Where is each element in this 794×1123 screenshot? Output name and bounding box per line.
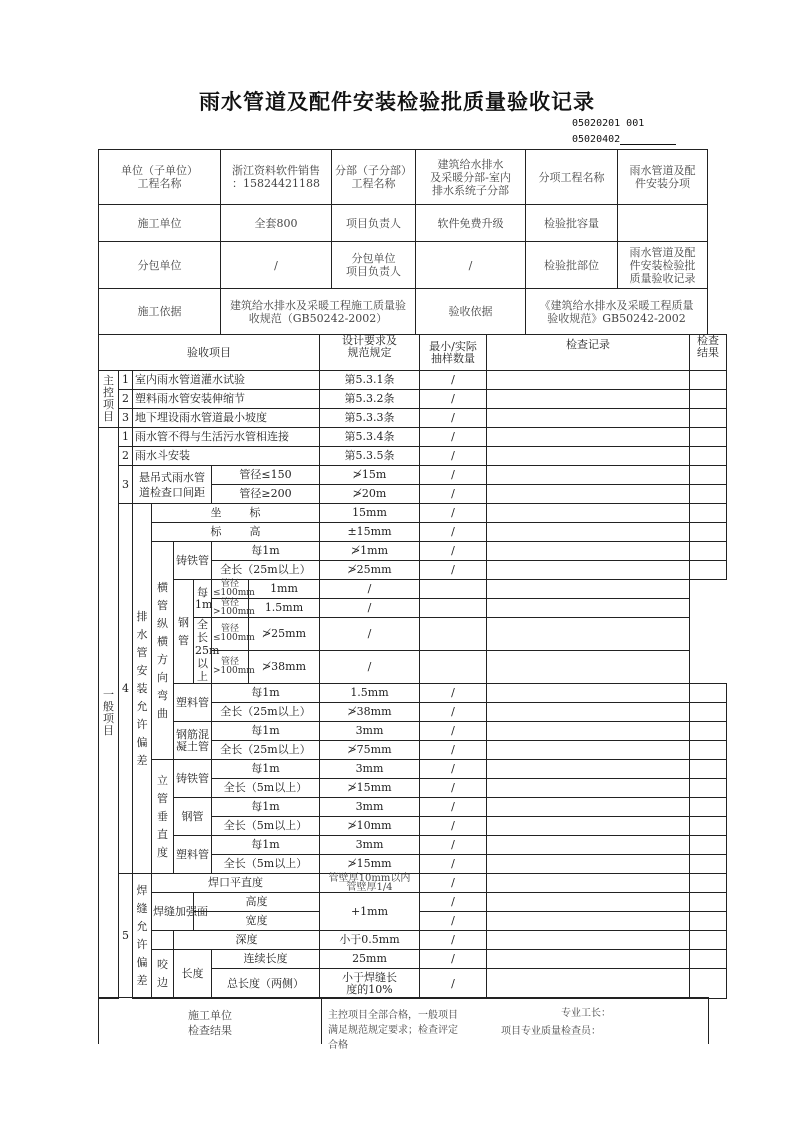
v-steel-per-m-design: 3mm	[320, 798, 420, 817]
castiron-full-sample: /	[420, 561, 487, 580]
weld-reinforce-design: +1mm	[320, 893, 420, 931]
main-item-3: 地下埋设雨水管道最小坡度	[133, 409, 320, 428]
elev-sample: /	[420, 523, 487, 542]
foreman-signature: 专业工长：	[561, 1008, 611, 1019]
v-castiron-full: 全长（5m以上）	[212, 779, 320, 798]
steel-full-big-sample: /	[320, 651, 420, 684]
pipe-le150-design: ≯15m	[320, 466, 420, 485]
main-design-3: 第5.3.3条	[320, 409, 420, 428]
coord-design: 15mm	[320, 504, 420, 523]
v-castiron-per-m: 每1m	[212, 760, 320, 779]
v-steel-full-design: ≯10mm	[320, 817, 420, 836]
signoff-label: 施工单位 检查结果	[188, 1009, 232, 1037]
weld-depth-sample: /	[420, 931, 487, 950]
v-castiron-per-m-sample: /	[420, 760, 487, 779]
castiron-label: 铸铁管	[174, 542, 212, 580]
pipe-ge200: 管径≥200	[212, 485, 320, 504]
gen-item-2: 雨水斗安装	[133, 447, 320, 466]
v-steel-per-m-sample: /	[420, 798, 487, 817]
sub-pm-label: 分包单位 项目负责人	[332, 242, 416, 289]
weld-tolerance-label: 焊缝允许偏差	[133, 874, 152, 999]
weld-depth-design: 小于0.5mm	[320, 931, 420, 950]
steel-per-m-small: 管径 ≤100mm	[213, 579, 255, 598]
main-item-2: 塑料雨水管安装伸缩节	[133, 390, 320, 409]
weld-cont: 连续长度	[212, 950, 320, 969]
signoff-conclusion: 主控项目全部合格，一般项目 满足规范规定要求；检查评定 合格	[328, 1010, 458, 1051]
location-label: 检验批部位	[526, 242, 618, 289]
division-value: 建筑给水排水 及采暖分部-室内 排水系统子分部	[416, 150, 526, 205]
v-plastic-per-m-design: 3mm	[320, 836, 420, 855]
v-plastic-per-m-sample: /	[420, 836, 487, 855]
castiron-per-m: 每1m	[212, 542, 320, 561]
signoff-divider	[321, 998, 322, 1044]
pipe-ge200-sample: /	[420, 485, 487, 504]
concrete-per-m-sample: /	[420, 722, 487, 741]
pipe-le150-sample: /	[420, 466, 487, 485]
inspection-table	[98, 334, 727, 999]
pipe-ge200-design: ≯20m	[320, 485, 420, 504]
steel-per-m-small-design: 1mm	[249, 580, 320, 599]
bite-label: 咬边	[152, 950, 174, 999]
steel-per-m-small-sample: /	[320, 580, 420, 599]
main-item-1: 室内雨水管道灌水试验	[133, 371, 320, 390]
row-num: 1	[119, 428, 133, 447]
weld-total-sample: /	[420, 969, 487, 999]
weld-spacer	[152, 931, 174, 950]
v-steel-per-m: 每1m	[212, 798, 320, 817]
castiron-per-m-design: ≯1mm	[320, 542, 420, 561]
v-castiron-full-sample: /	[420, 779, 487, 798]
col-result: 检查 结果	[690, 335, 727, 371]
weld-total-design: 小于焊缝长 度的10%	[320, 969, 420, 999]
v-plastic-full: 全长（5m以上）	[212, 855, 320, 874]
gen-sample-2: /	[420, 447, 487, 466]
gen-design-2: 第5.3.5条	[320, 447, 420, 466]
gen-sample-1: /	[420, 428, 487, 447]
row-num: 1	[119, 371, 133, 390]
contractor-value: 全套800	[221, 205, 332, 242]
concrete-label: 钢筋混 凝土管	[174, 722, 212, 760]
coord-sample: /	[420, 504, 487, 523]
subitem-label: 分项工程名称	[526, 150, 618, 205]
steel-full-small-sample: /	[320, 618, 420, 651]
row-num: 2	[119, 390, 133, 409]
steel-per-m-big-design: 1.5mm	[249, 599, 320, 618]
plastic-full-design: ≯38mm	[320, 703, 420, 722]
weld-depth: 深度	[174, 931, 320, 950]
main-sample-3: /	[420, 409, 487, 428]
steel-full: 全长 25m 以上	[195, 618, 220, 683]
main-design-2: 第5.3.2条	[320, 390, 420, 409]
location-value: 雨水管道及配 件安装检验批 质量验收记录	[618, 242, 708, 289]
v-plastic-full-design: ≯15mm	[320, 855, 420, 874]
steel-full-small-design: ≯25mm	[249, 618, 320, 651]
drain-tolerance-label: 排水管安装允许偏差	[133, 504, 152, 874]
main-design-1: 第5.3.1条	[320, 371, 420, 390]
v-steel-full: 全长（5m以上）	[212, 817, 320, 836]
col-item: 验收项目	[99, 335, 320, 371]
main-sample-2: /	[420, 390, 487, 409]
concrete-per-m: 每1m	[212, 722, 320, 741]
weld-flat: 焊口平直度	[152, 874, 320, 893]
gen-design-1: 第5.3.4条	[320, 428, 420, 447]
steel-full-big-design: ≯38mm	[249, 651, 320, 684]
weld-flat-design: 管壁厚10mm以内 管壁厚1/4	[320, 874, 420, 893]
horizontal-bend-label: 横管纵横方向弯曲	[152, 542, 174, 760]
sub-pm-value: /	[416, 242, 526, 289]
capacity-value	[618, 205, 708, 242]
castiron-per-m-sample: /	[420, 542, 487, 561]
steel-per-m: 每1m	[194, 580, 212, 618]
hanging-pipe-label: 悬吊式雨水管 道检查口间距	[133, 466, 212, 504]
v-steel-full-sample: /	[420, 817, 487, 836]
main-control-label: 主控项目	[99, 371, 119, 428]
unit-name-label: 单位（子单位） 工程名称	[99, 150, 221, 205]
weld-height-sample: /	[420, 893, 487, 912]
row-num: 4	[119, 504, 133, 874]
pipe-le150: 管径≤150	[212, 466, 320, 485]
v-plastic-full-sample: /	[420, 855, 487, 874]
capacity-label: 检验批容量	[526, 205, 618, 242]
pm-value: 软件免费升级	[416, 205, 526, 242]
pm-label: 项目负责人	[332, 205, 416, 242]
form-code: 05020201 001	[572, 118, 645, 129]
weld-cont-design: 25mm	[320, 950, 420, 969]
subitem-value: 雨水管道及配 件安装分项	[618, 150, 708, 205]
steel-full-big: 管径 >100mm	[212, 651, 249, 684]
main-sample-1: /	[420, 371, 487, 390]
vertical-label: 立管垂直度	[152, 760, 174, 874]
basis-label: 施工依据	[99, 289, 221, 335]
length-label: 长度	[174, 950, 212, 999]
row-num: 3	[119, 409, 133, 428]
row-num: 2	[119, 447, 133, 466]
weld-total: 总长度（两侧）	[212, 969, 320, 999]
plastic-label: 塑料管	[174, 684, 212, 722]
weld-height: 高度	[194, 893, 320, 912]
signoff-section	[98, 997, 709, 1051]
contractor-label: 施工单位	[99, 205, 221, 242]
plastic-per-m: 每1m	[212, 684, 320, 703]
qc-inspector-signature: 项目专业质量检查员：	[501, 1026, 601, 1037]
batch-code: 05020402	[572, 134, 676, 145]
plastic-full: 全长（25m以上）	[212, 703, 320, 722]
steel-per-m-big-sample: /	[320, 599, 420, 618]
plastic-full-sample: /	[420, 703, 487, 722]
weld-width: 宽度	[194, 912, 320, 931]
elev-label: 标 高	[152, 523, 320, 542]
v-castiron-per-m-design: 3mm	[320, 760, 420, 779]
division-label: 分部（子分部） 工程名称	[332, 150, 416, 205]
coord-label: 坐 标	[152, 504, 320, 523]
col-design: 设计要求及 规范规定	[320, 335, 420, 371]
concrete-per-m-design: 3mm	[320, 722, 420, 741]
general-items-label: 一般项目	[99, 428, 119, 999]
plastic-per-m-design: 1.5mm	[320, 684, 420, 703]
unit-name-value: 浙江资料软件销售 ：15824421188	[221, 150, 332, 205]
basis-value: 建筑给水排水及采暖工程施工质量验 收规范（GB50242-2002）	[221, 289, 416, 335]
weld-reinforce: 焊缝加强面	[152, 893, 194, 931]
v-steel-label: 钢管	[174, 798, 212, 836]
steel-full-small: 管径 ≤100mm	[212, 618, 249, 651]
v-plastic-per-m: 每1m	[212, 836, 320, 855]
row-num: 3	[119, 466, 133, 504]
v-castiron-label: 铸铁管	[174, 760, 212, 798]
gen-item-1: 雨水管不得与生活污水管相连接	[133, 428, 320, 447]
steel-label: 钢管	[174, 580, 194, 684]
weld-flat-sample: /	[420, 874, 487, 893]
row-num: 5	[119, 874, 133, 999]
subcontractor-value: /	[221, 242, 332, 289]
concrete-full-sample: /	[420, 741, 487, 760]
plastic-per-m-sample: /	[420, 684, 487, 703]
steel-per-m-big: 管径 >100mm	[213, 598, 255, 617]
v-plastic-label: 塑料管	[174, 836, 212, 874]
col-sample: 最小/实际 抽样数量	[420, 335, 487, 371]
acceptance-basis-value: 《建筑给水排水及采暖工程质量 验收规范》GB50242-2002	[526, 289, 708, 335]
elev-design: ±15mm	[320, 523, 420, 542]
page-title: 雨水管道及配件安装检验批质量验收记录	[199, 89, 595, 114]
weld-cont-sample: /	[420, 950, 487, 969]
weld-width-sample: /	[420, 912, 487, 931]
concrete-full-design: ≯75mm	[320, 741, 420, 760]
subcontractor-label: 分包单位	[99, 242, 221, 289]
castiron-full-design: ≯25mm	[320, 561, 420, 580]
acceptance-basis-label: 验收依据	[416, 289, 526, 335]
col-record: 检查记录	[487, 335, 690, 371]
castiron-full: 全长（25m以上）	[212, 561, 320, 580]
concrete-full: 全长（25m以上）	[212, 741, 320, 760]
header-table	[98, 149, 708, 335]
v-castiron-full-design: ≯15mm	[320, 779, 420, 798]
